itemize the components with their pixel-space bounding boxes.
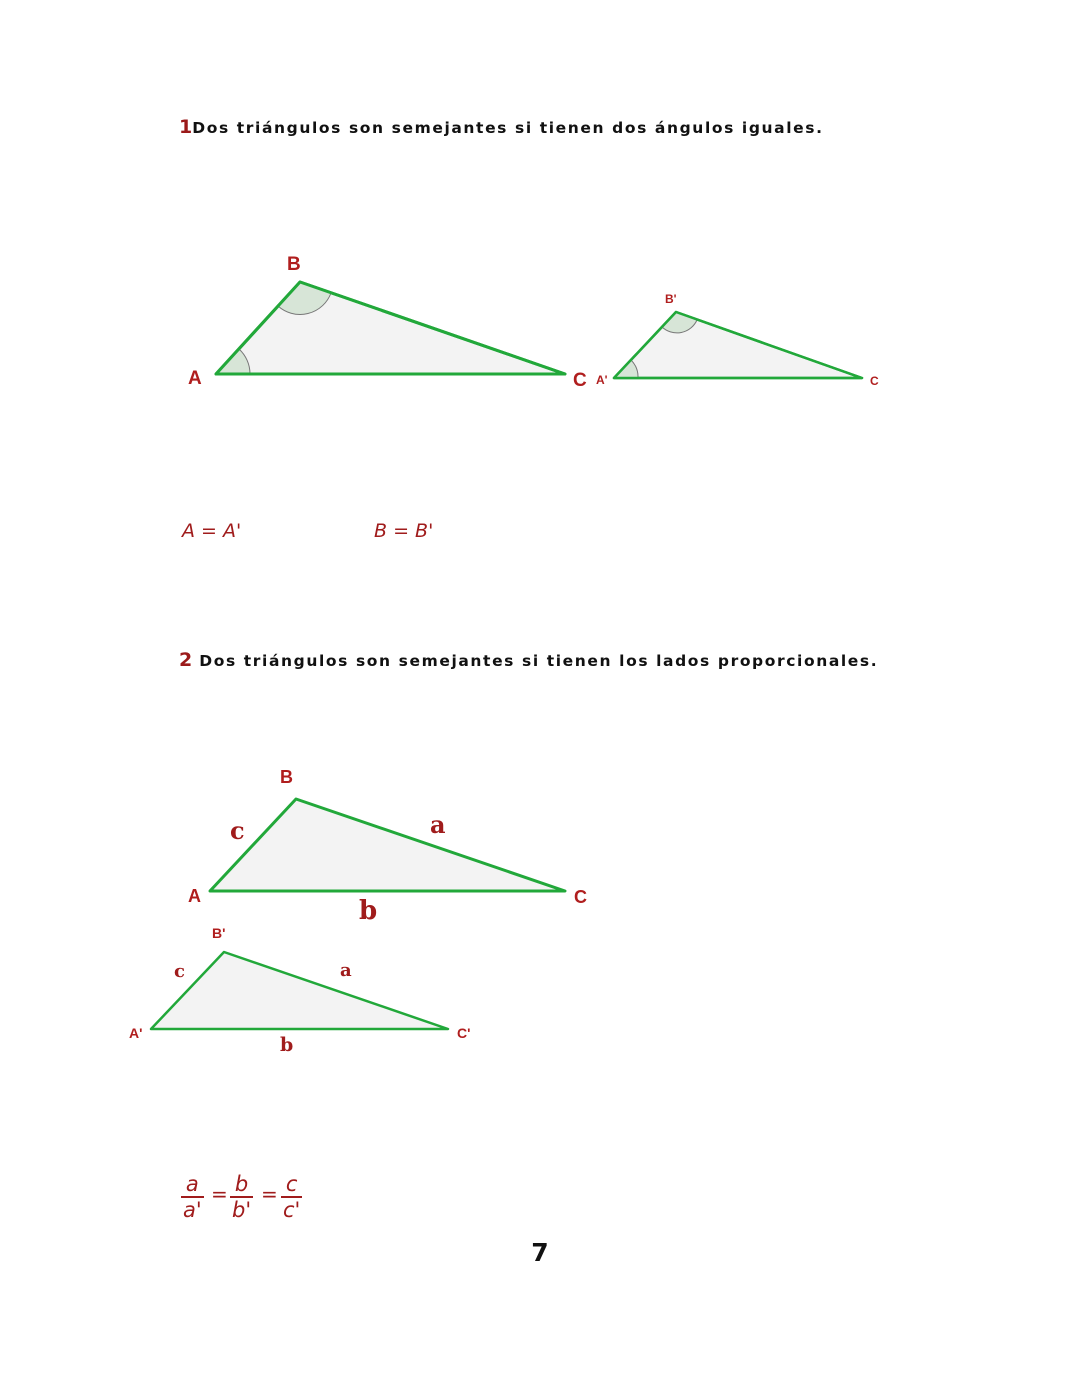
equality-b: B = B': [374, 520, 434, 542]
equality-a: A = A': [182, 520, 242, 542]
vertex-a-prime-label: A': [129, 1025, 143, 1041]
section-1-title: Dos triángulos son semejantes si tienen dos ángulos iguales.: [192, 119, 824, 137]
side-b-label: b: [280, 1034, 294, 1056]
triangle-shape: [216, 282, 565, 374]
side-b-label: b: [359, 896, 378, 926]
vertex-c-label: C: [573, 370, 587, 391]
triangle-abc-prime-1: [596, 292, 879, 388]
section-1-number: 1: [179, 116, 193, 138]
section-2-title: Dos triángulos son semejantes si tienen los lados proporcionales.: [199, 652, 879, 670]
fraction-b: [230, 1172, 253, 1222]
numerator: c: [281, 1172, 302, 1198]
vertex-a-prime-label: A': [596, 373, 608, 387]
section-2-number: 2: [179, 649, 193, 671]
vertex-c-prime-label: C: [870, 374, 879, 388]
denominator: b': [232, 1198, 252, 1222]
denominator: c': [283, 1198, 301, 1222]
vertex-b-label: B: [280, 767, 293, 787]
side-a-label: a: [340, 960, 352, 981]
vertex-b-label: B: [287, 254, 301, 275]
numerator: a: [181, 1172, 204, 1198]
page-number: 7: [531, 1238, 549, 1267]
vertex-b-prime-label: B': [212, 925, 226, 941]
side-c-label: c: [174, 961, 185, 982]
triangle-abc-2: [188, 767, 587, 926]
fraction-c: [281, 1172, 302, 1222]
triangle-abc-prime-2: [129, 925, 470, 1056]
vertex-c-label: C: [574, 887, 587, 907]
vertex-a-label: A: [188, 886, 201, 906]
equals-sign: =: [261, 1182, 278, 1206]
side-a-label: a: [430, 810, 446, 839]
vertex-c-prime-label: C': [457, 1025, 471, 1041]
section-2-heading: [179, 649, 878, 671]
equals-sign: =: [211, 1182, 228, 1206]
fraction-a: [181, 1172, 204, 1222]
vertex-b-prime-label: B': [665, 292, 677, 306]
numerator: b: [230, 1172, 253, 1198]
side-c-label: c: [230, 816, 245, 845]
triangle-abc-1: [188, 254, 587, 391]
denominator: a': [183, 1198, 202, 1222]
vertex-a-label: A: [188, 368, 202, 389]
